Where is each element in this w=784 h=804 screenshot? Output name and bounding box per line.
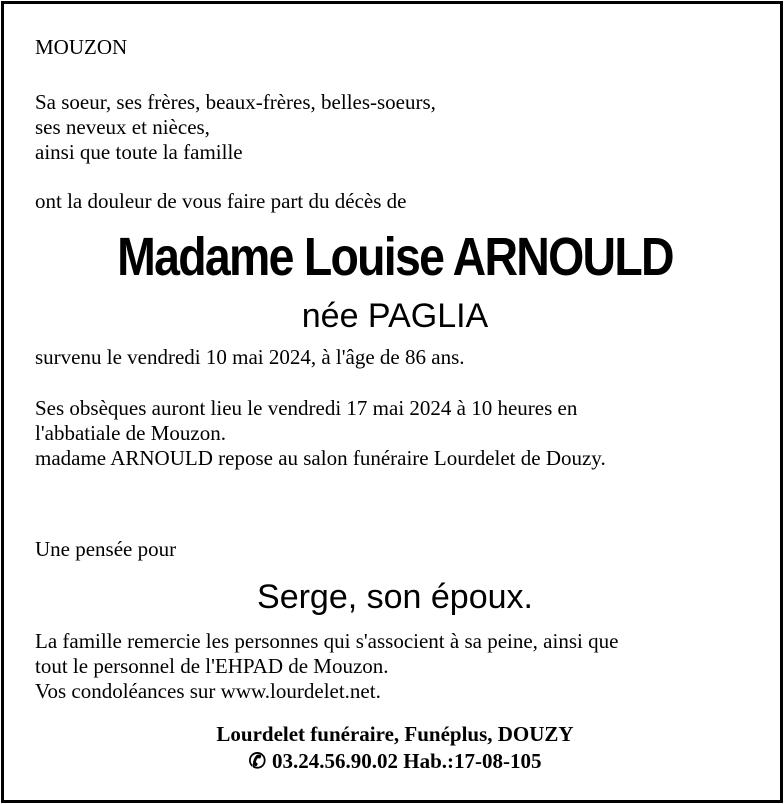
funeral-details [35,396,751,471]
phone-text: 03.24.56.90.02 Hab.:17-08-105 [272,749,542,773]
announcement-intro [35,189,751,214]
family-line: ses neveux et nièces, [35,115,210,139]
intro-text: ont la douleur de vous faire part du décès de [35,189,407,213]
funeral-line: l'abbatiale de Mouzon. [35,421,226,445]
family-line: Sa soeur, ses frères, beaux-frères, belles-soeurs, [35,90,436,114]
family-announcement [35,90,751,165]
thanks-message [35,629,751,704]
death-details [35,345,751,370]
obituary-notice [1,1,783,803]
thanks-line: tout le personnel de l'EHPAD de Mouzon. [35,654,389,678]
thanks-line: La famille remercie les personnes qui s'associent à sa peine, ainsi que [35,629,619,653]
thought-intro [35,537,751,562]
thought-text: Une pensée pour [35,537,177,561]
contact-line [4,749,784,774]
deceased-name: Madame Louise ARNOULD [117,227,673,287]
funeral-line: Ses obsèques auront lieu le vendredi 17 mai 2024 à 10 heures en [35,396,578,420]
spouse-name: Serge, son époux. [257,578,533,616]
family-line: ainsi que toute la famille [35,140,243,164]
funeral-line: madame ARNOULD repose au salon funéraire Lourdelet de Douzy. [35,446,606,470]
funeral-home-name: Lourdelet funéraire, Funéplus, DOUZY [216,722,574,746]
phone-icon: ✆ [248,749,267,773]
town-text: MOUZON [35,35,128,59]
death-text: survenu le vendredi 10 mai 2024, à l'âge de 86 ans. [35,345,465,369]
thanks-line: Vos condoléances sur www.lourdelet.net. [35,679,381,703]
maiden-name: née PAGLIA [301,297,489,335]
town-name [35,35,751,60]
